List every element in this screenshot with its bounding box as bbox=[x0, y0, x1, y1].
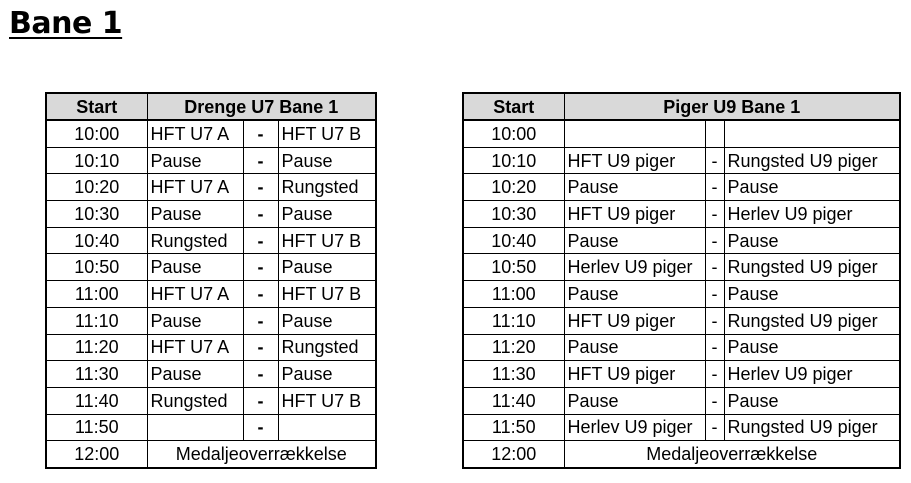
table-row bbox=[46, 387, 376, 414]
separator-cell: - bbox=[243, 174, 278, 201]
home-team-cell: Pause bbox=[564, 334, 705, 361]
home-team-cell: Pause bbox=[147, 361, 243, 388]
separator-cell: - bbox=[243, 334, 278, 361]
home-team-cell bbox=[564, 120, 705, 147]
table-row bbox=[463, 361, 900, 388]
separator-cell: - bbox=[705, 174, 724, 201]
home-team-cell: Pause bbox=[564, 227, 705, 254]
time-cell: 10:20 bbox=[46, 174, 147, 201]
table-row bbox=[463, 120, 900, 147]
time-cell: 10:00 bbox=[463, 120, 564, 147]
home-team-cell: Pause bbox=[147, 254, 243, 281]
table-row bbox=[46, 120, 376, 147]
time-cell: 11:00 bbox=[46, 281, 147, 308]
separator-cell: - bbox=[705, 387, 724, 414]
table-row bbox=[46, 174, 376, 201]
separator-cell: - bbox=[705, 254, 724, 281]
time-cell: 10:40 bbox=[463, 227, 564, 254]
separator-cell: - bbox=[243, 201, 278, 228]
table-row bbox=[46, 147, 376, 174]
separator-cell: - bbox=[705, 334, 724, 361]
away-team-cell: Rungsted bbox=[278, 334, 376, 361]
home-team-cell: HFT U7 A bbox=[147, 334, 243, 361]
time-cell: 10:10 bbox=[463, 147, 564, 174]
time-cell: 10:40 bbox=[46, 227, 147, 254]
away-team-cell: Herlev U9 piger bbox=[724, 361, 900, 388]
time-cell: 11:10 bbox=[46, 307, 147, 334]
table-row bbox=[46, 201, 376, 228]
away-team-cell: Pause bbox=[278, 147, 376, 174]
header-start: Start bbox=[46, 93, 147, 120]
page-title: Bane 1 bbox=[9, 6, 123, 41]
away-team-cell: Pause bbox=[278, 307, 376, 334]
ceremony-cell: Medaljeoverrækkelse bbox=[147, 441, 376, 468]
time-cell: 12:00 bbox=[46, 441, 147, 468]
away-team-cell: HFT U7 B bbox=[278, 281, 376, 308]
separator-cell: - bbox=[243, 307, 278, 334]
table-row bbox=[46, 334, 376, 361]
separator-cell: - bbox=[243, 281, 278, 308]
schedule-table-drenge-u7 bbox=[45, 92, 377, 469]
away-team-cell: Herlev U9 piger bbox=[724, 201, 900, 228]
separator-cell: - bbox=[243, 387, 278, 414]
time-cell: 10:30 bbox=[463, 201, 564, 228]
table-row bbox=[46, 414, 376, 441]
table-row bbox=[463, 201, 900, 228]
time-cell: 10:20 bbox=[463, 174, 564, 201]
time-cell: 11:40 bbox=[463, 387, 564, 414]
home-team-cell: HFT U9 piger bbox=[564, 307, 705, 334]
header-title: Piger U9 Bane 1 bbox=[564, 93, 900, 120]
time-cell: 12:00 bbox=[463, 441, 564, 468]
separator-cell: - bbox=[243, 227, 278, 254]
time-cell: 10:10 bbox=[46, 147, 147, 174]
table-row bbox=[463, 254, 900, 281]
away-team-cell: HFT U7 B bbox=[278, 227, 376, 254]
header-title: Drenge U7 Bane 1 bbox=[147, 93, 376, 120]
table-row bbox=[463, 227, 900, 254]
time-cell: 11:10 bbox=[463, 307, 564, 334]
home-team-cell: Rungsted bbox=[147, 227, 243, 254]
away-team-cell: Rungsted bbox=[278, 174, 376, 201]
ceremony-cell: Medaljeoverrækkelse bbox=[564, 441, 900, 468]
table-row bbox=[46, 281, 376, 308]
away-team-cell: HFT U7 B bbox=[278, 120, 376, 147]
separator-cell: - bbox=[705, 307, 724, 334]
away-team-cell: Pause bbox=[278, 201, 376, 228]
home-team-cell: HFT U7 A bbox=[147, 281, 243, 308]
table-row-final bbox=[463, 441, 900, 468]
table-row bbox=[463, 281, 900, 308]
separator-cell: - bbox=[705, 201, 724, 228]
home-team-cell: HFT U9 piger bbox=[564, 361, 705, 388]
home-team-cell: HFT U9 piger bbox=[564, 201, 705, 228]
separator-cell: - bbox=[243, 120, 278, 147]
separator-cell: - bbox=[243, 414, 278, 441]
time-cell: 11:20 bbox=[463, 334, 564, 361]
away-team-cell: HFT U7 B bbox=[278, 387, 376, 414]
time-cell: 11:00 bbox=[463, 281, 564, 308]
time-cell: 11:20 bbox=[46, 334, 147, 361]
away-team-cell: Pause bbox=[278, 361, 376, 388]
table-header-row bbox=[46, 93, 376, 120]
table-row bbox=[463, 174, 900, 201]
away-team-cell: Rungsted U9 piger bbox=[724, 147, 900, 174]
away-team-cell: Rungsted U9 piger bbox=[724, 307, 900, 334]
time-cell: 11:30 bbox=[46, 361, 147, 388]
away-team-cell: Pause bbox=[724, 387, 900, 414]
separator-cell: - bbox=[705, 361, 724, 388]
time-cell: 10:50 bbox=[463, 254, 564, 281]
home-team-cell: Herlev U9 piger bbox=[564, 254, 705, 281]
time-cell: 11:50 bbox=[46, 414, 147, 441]
table-row bbox=[463, 387, 900, 414]
separator-cell: - bbox=[243, 254, 278, 281]
separator-cell bbox=[705, 120, 724, 147]
home-team-cell: Pause bbox=[147, 307, 243, 334]
away-team-cell bbox=[278, 414, 376, 441]
away-team-cell: Pause bbox=[724, 227, 900, 254]
home-team-cell: Pause bbox=[564, 281, 705, 308]
table-header-row bbox=[463, 93, 900, 120]
separator-cell: - bbox=[705, 281, 724, 308]
time-cell: 10:00 bbox=[46, 120, 147, 147]
time-cell: 11:50 bbox=[463, 414, 564, 441]
home-team-cell: HFT U9 piger bbox=[564, 147, 705, 174]
separator-cell: - bbox=[705, 414, 724, 441]
header-start: Start bbox=[463, 93, 564, 120]
table-row bbox=[463, 414, 900, 441]
home-team-cell: Herlev U9 piger bbox=[564, 414, 705, 441]
home-team-cell: Rungsted bbox=[147, 387, 243, 414]
time-cell: 11:30 bbox=[463, 361, 564, 388]
separator-cell: - bbox=[705, 227, 724, 254]
away-team-cell: Pause bbox=[724, 281, 900, 308]
away-team-cell: Rungsted U9 piger bbox=[724, 254, 900, 281]
home-team-cell: HFT U7 A bbox=[147, 120, 243, 147]
time-cell: 11:40 bbox=[46, 387, 147, 414]
table-row bbox=[46, 361, 376, 388]
table-row bbox=[463, 334, 900, 361]
table-row bbox=[46, 254, 376, 281]
home-team-cell: Pause bbox=[564, 387, 705, 414]
home-team-cell: Pause bbox=[147, 201, 243, 228]
away-team-cell: Pause bbox=[724, 174, 900, 201]
separator-cell: - bbox=[243, 361, 278, 388]
home-team-cell: HFT U7 A bbox=[147, 174, 243, 201]
away-team-cell: Pause bbox=[278, 254, 376, 281]
home-team-cell bbox=[147, 414, 243, 441]
separator-cell: - bbox=[243, 147, 278, 174]
away-team-cell bbox=[724, 120, 900, 147]
table-row-final bbox=[46, 441, 376, 468]
table-row bbox=[46, 307, 376, 334]
time-cell: 10:50 bbox=[46, 254, 147, 281]
away-team-cell: Pause bbox=[724, 334, 900, 361]
home-team-cell: Pause bbox=[147, 147, 243, 174]
table-row bbox=[463, 147, 900, 174]
away-team-cell: Rungsted U9 piger bbox=[724, 414, 900, 441]
schedule-table-piger-u9 bbox=[462, 92, 901, 469]
table-row bbox=[463, 307, 900, 334]
time-cell: 10:30 bbox=[46, 201, 147, 228]
table-row bbox=[46, 227, 376, 254]
separator-cell: - bbox=[705, 147, 724, 174]
home-team-cell: Pause bbox=[564, 174, 705, 201]
